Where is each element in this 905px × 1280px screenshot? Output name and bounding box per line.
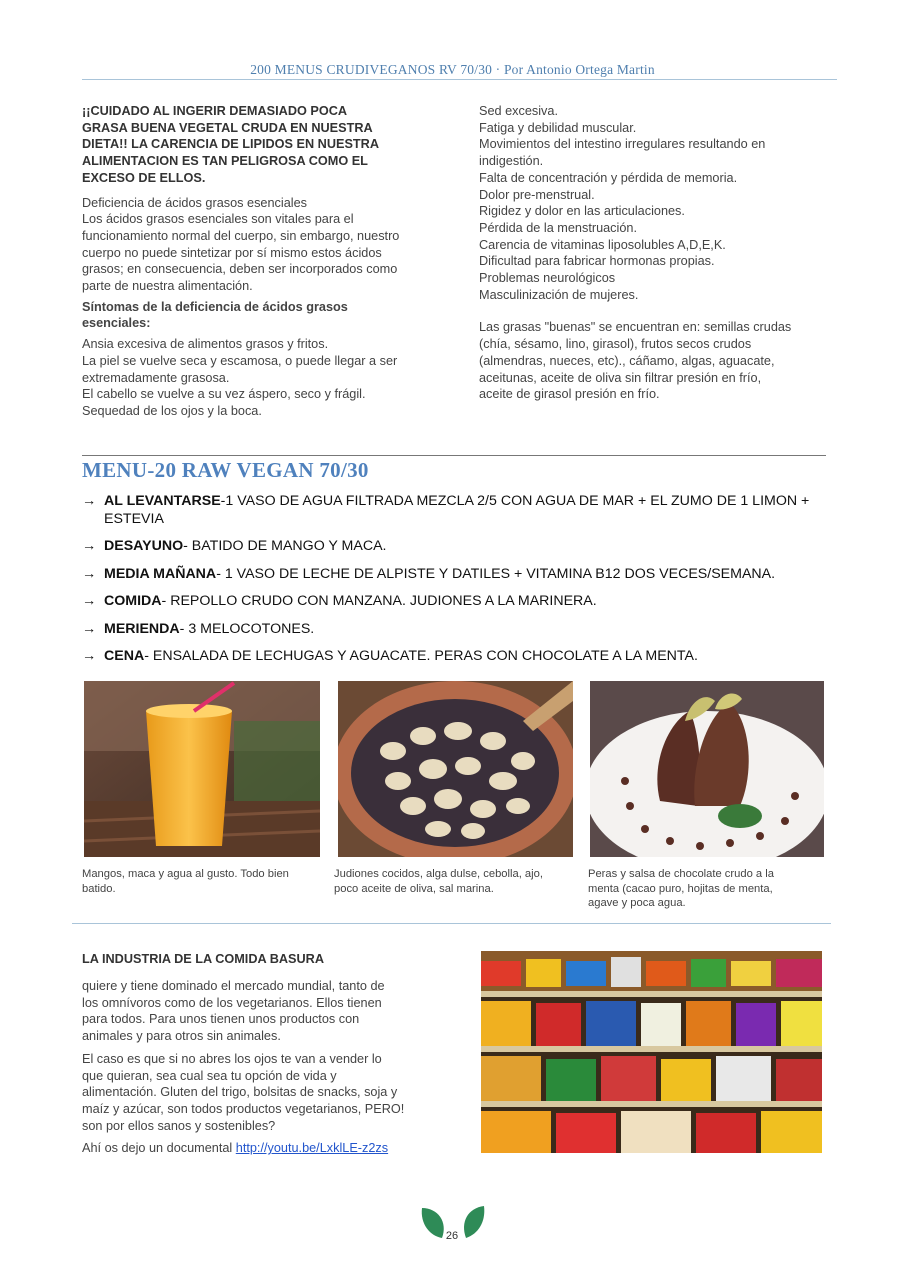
chocolate-pears-photo: [590, 681, 824, 857]
menu-item-label: COMIDA: [104, 593, 162, 609]
menu-item-al-levantarse: [82, 492, 832, 528]
menu-item-comida: [82, 592, 832, 610]
snack-shelves-photo: [481, 951, 822, 1153]
judiones-photo: [338, 681, 573, 857]
menu-item-media-manana: [82, 565, 832, 583]
caption-judiones: Judiones cocidos, alga dulse, cebolla, ajo, poco aceite de oliva, sal marina.: [334, 868, 543, 895]
junk-food-title: LA INDUSTRIA DE LA COMIDA BASURA: [82, 952, 324, 966]
menu-item-text: - BATIDO DE MANGO Y MACA.: [183, 538, 387, 554]
symptoms-list-right: Sed excesiva. Fatiga y debilidad muscular. Movimientos del intestino irregulares resultando en indigestión. Falta de concentración y pérdida de memoria. Dolor pre-menstrual. Rigidez y dolor en las articulaciones. Pérdida de la menstruación. Carencia de vitaminas liposolubles A,D,E,K. Dificultad para fabricar hormonas propias. Problemas neurológicos Masculinización de mujeres.: [479, 104, 766, 302]
menu-item-desayuno: [82, 537, 832, 555]
menu-item-text: - ENSALADA DE LECHUGAS Y AGUACATE. PERAS CON CHOCOLATE A LA MENTA.: [144, 648, 698, 664]
photos-divider: [72, 923, 831, 924]
junk-paragraph-2: El caso es que si no abres los ojos te van a vender lo que quieran, sea cual sea tu opción de vida y alimentación. Gluten del trigo, bolsitas de snacks, soja y maíz y azúcar, son todos productos vegetarianos, PERO! son por ellos sanos y sostenibles?: [82, 1051, 405, 1133]
good-fats-paragraph: Las grasas "buenas" se encuentran en: semillas crudas (chía, sésamo, lino, girasol), frutos secos crudos (almendras, nueces, etc)., cáñamo, algas, aguacate, aceitunas, aceite de oliva sin filtrar presión en frío, aceite de girasol presión en frío.: [479, 320, 792, 402]
mango-smoothie-photo: [84, 681, 320, 857]
caption-mango: Mangos, maca y agua al gusto. Todo bien batido.: [82, 868, 289, 895]
caption-peras: Peras y salsa de chocolate crudo a la menta (cacao puro, hojitas de menta, agave y poca agua.: [588, 868, 774, 910]
menu-item-text: - 1 VASO DE LECHE DE ALPISTE Y DATILES + VITAMINA B12 DOS VECES/SEMANA.: [216, 565, 776, 582]
documentary-link[interactable]: http://youtu.be/LxklLE-z2zs: [235, 1141, 389, 1156]
left-column: [82, 103, 432, 420]
menu-item-merienda: [82, 620, 832, 638]
warning-text: ¡¡CUIDADO AL INGERIR DEMASIADO POCA GRASA BUENA VEGETAL CRUDA EN NUESTRA DIETA!! LA CARENCIA DE LIPIDOS EN NUESTRA ALIMENTACION ES TAN PELIGROSA COMO EL EXCESO DE ELLOS.: [82, 104, 379, 185]
page-number: 26: [445, 1230, 459, 1242]
arrow-icon: →: [82, 565, 97, 582]
menu-item-label: MERIENDA: [104, 620, 180, 637]
arrow-icon: →: [82, 593, 97, 609]
menu-list: [82, 492, 832, 665]
menu-title: MENU-20 RAW VEGAN 70/30: [82, 458, 369, 482]
junk-paragraph-3: Ahí os dejo un documental http://youtu.be/LxklLE-z2zs: [82, 1141, 389, 1156]
menu-item-text: - REPOLLO CRUDO CON MANZANA. JUDIONES A LA MARINERA.: [161, 593, 597, 609]
menu-item-text: - 3 MELOCOTONES.: [179, 620, 315, 637]
section-divider: [82, 455, 826, 456]
junk-food-text: [82, 978, 432, 1163]
right-leaf-icon: [464, 1206, 484, 1238]
menu-item-label: DESAYUNO: [104, 538, 184, 554]
menu-item-label: MEDIA MAÑANA: [104, 565, 217, 582]
junk-paragraph-1: quiere y tiene dominado el mercado mundial, tanto de los omnívoros como de los vegetarianos. Ellos tienen para todos. Para unos tienen unos productos con animales y para otros sin animales.: [82, 979, 385, 1044]
symptoms-list-left: Ansia excesiva de alimentos grasos y fritos. La piel se vuelve seca y escamosa, o puede llegar a ser extremadamente grasosa. El cabello se vuelve a su vez áspero, seco y frágil. Sequedad de los ojos y la boca.: [82, 337, 398, 418]
running-header: 200 MENUS CRUDIVEGANOS RV 70/30 · Por Antonio Ortega Martin: [250, 62, 655, 77]
menu-item-text: -1 VASO DE AGUA FILTRADA MEZCLA 2/5 CON AGUA DE MAR + EL ZUMO DE 1 LIMON + ESTEVIA: [104, 493, 810, 527]
intro-paragraph: Deficiencia de ácidos grasos esenciales Los ácidos grasos esenciales son vitales para el funcionamiento normal del cuerpo, sin embargo, nuestro cuerpo no puede sintetizar por sí mismo estos ácidos grasos; en consecuencia, deben ser incorporados como parte de nuestra alimentación.: [82, 195, 400, 294]
menu-item-label: CENA: [104, 648, 145, 664]
arrow-icon: →: [82, 493, 97, 509]
menu-item-label: AL LEVANTARSE: [104, 493, 221, 509]
arrow-icon: →: [82, 620, 97, 637]
symptoms-heading: Síntomas de la deficiencia de ácidos grasos esenciales:: [82, 299, 348, 331]
header-divider: [82, 79, 837, 80]
arrow-icon: →: [82, 538, 97, 554]
right-column: [479, 103, 829, 403]
menu-item-cena: [82, 647, 832, 665]
arrow-icon: →: [82, 648, 97, 664]
